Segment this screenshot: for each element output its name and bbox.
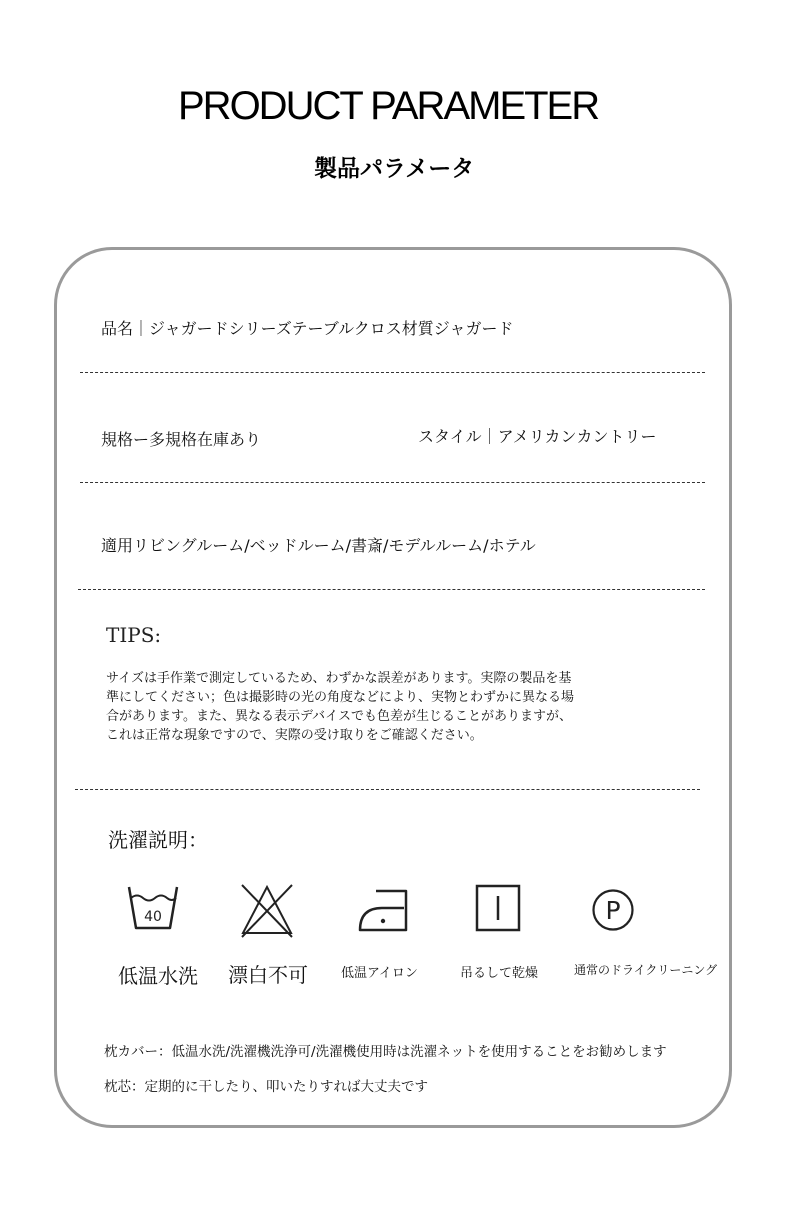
divider: [80, 482, 705, 483]
tips-line: サイズは手作業で測定しているため、わずかな誤差があります。実際の製品を基: [106, 671, 572, 686]
title-japanese: 製品パラメータ: [314, 156, 475, 182]
pillow-core-note: 枕芯：定期的に干したり、叩いたりすれば大丈夫です: [104, 1079, 428, 1095]
wash-tub-40-icon: [126, 884, 180, 934]
divider: [80, 372, 705, 373]
washing-heading: 洗濯説明：: [108, 828, 208, 852]
wash-label-low-iron: 低温アイロン: [341, 966, 418, 981]
wash-label-no-bleach: 漂白不可: [228, 963, 308, 987]
spec-row: 規格ー多規格在庫あり: [101, 430, 262, 449]
no-bleach-icon: [238, 881, 296, 939]
tips-line: 準にしてください；色は撮影時の光の角度などにより、実物とわずかに異なる場: [106, 690, 575, 705]
divider: [75, 789, 700, 790]
hang-dry-icon: [475, 884, 521, 932]
dry-clean-letter: P: [605, 896, 621, 925]
tips-line: これは正常な現象ですので、実際の受け取りをご確認ください。: [106, 728, 483, 743]
wash-label-dry-clean: 通常のドライクリーニング: [574, 963, 718, 977]
divider: [78, 589, 705, 590]
dry-clean-p-icon: [591, 888, 635, 932]
tips-body: [106, 669, 626, 745]
tips-heading: TIPS:: [106, 623, 162, 647]
usage-row: 適用リビングルーム/ベッドルーム/書斎/モデルルーム/ホテル: [101, 536, 536, 555]
pillowcase-note: 枕カバー：低温水洗/洗濯機洗浄可/洗濯機使用時は洗濯ネットを使用することをお勧めします: [104, 1044, 667, 1060]
wash-label-hang-dry: 吊るして乾燥: [460, 966, 539, 981]
wash-label-low-temp: 低温水洗: [118, 964, 198, 988]
wash-temperature: 40: [144, 909, 162, 925]
title-english: PRODUCT PARAMETER: [178, 84, 599, 128]
iron-low-icon: [356, 886, 414, 934]
product-name-row: 品名｜ジャガードシリーズテーブルクロス材質ジャガード: [101, 319, 514, 338]
style-row: スタイル｜アメリカンカントリー: [418, 427, 657, 446]
tips-line: 合があります。また、異なる表示デバイスでも色差が生じることがありますが、: [106, 709, 573, 724]
